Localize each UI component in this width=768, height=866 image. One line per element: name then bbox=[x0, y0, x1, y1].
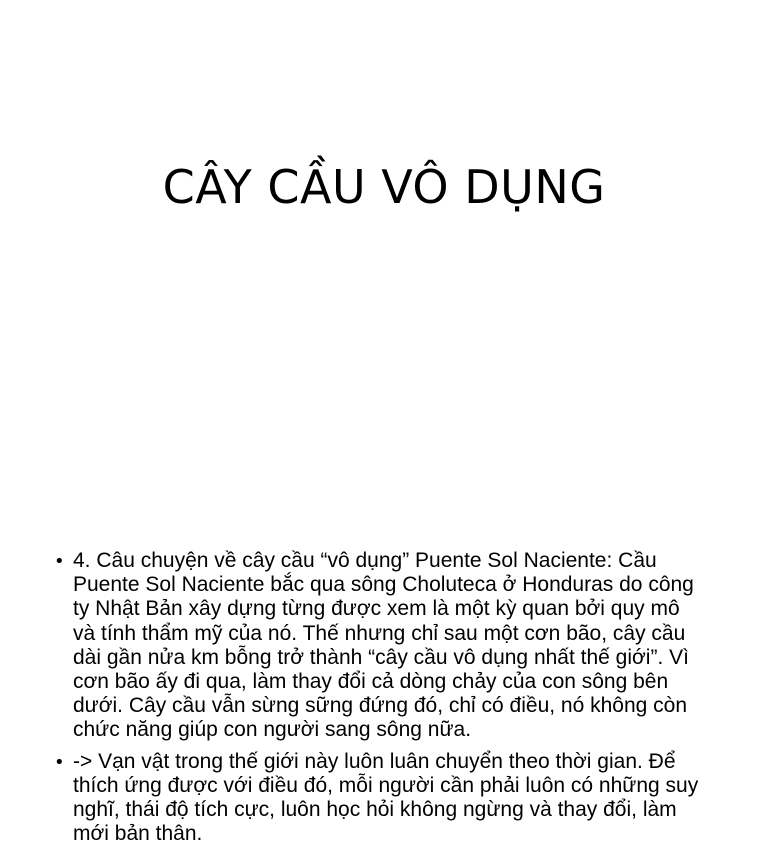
bullet-dot-icon: • bbox=[54, 751, 65, 773]
bullet-item bbox=[54, 750, 704, 847]
bullet-item bbox=[54, 549, 704, 743]
bullet-text: -> Vạn vật trong thế giới này luôn luân chuyển theo thời gian. Để thích ứng được với điều đó, mỗi người cần phải luôn có những suy nghĩ, thái độ tích cực, luôn học hỏi không ngừng và thay đổi, làm mới bản thân. bbox=[73, 749, 699, 846]
slide-title: CÂY CẦU VÔ DỤNG bbox=[162, 160, 606, 214]
bullet-text: 4. Câu chuyện về cây cầu “vô dụng” Puente Sol Naciente: Cầu Puente Sol Naciente bắc qua sông Choluteca ở Honduras do công ty Nhật Bản xây dựng từng được xem là một kỳ quan bởi quy mô và tính thẩm mỹ của nó. Thế nhưng chỉ sau một cơn bão, cây cầu dài gần nửa km bỗng trở thành “cây cầu vô dụng nhất thế giới”. Vì cơn bão ấy đi qua, làm thay đổi cả dòng chảy của con sông bên dưới. Cây cầu vẫn sừng sững đứng đó, chỉ có điều, nó không còn chức năng giúp con người sang sông nữa. bbox=[73, 549, 694, 742]
bullet-dot-icon: • bbox=[54, 551, 65, 572]
bullet-list bbox=[54, 549, 704, 853]
